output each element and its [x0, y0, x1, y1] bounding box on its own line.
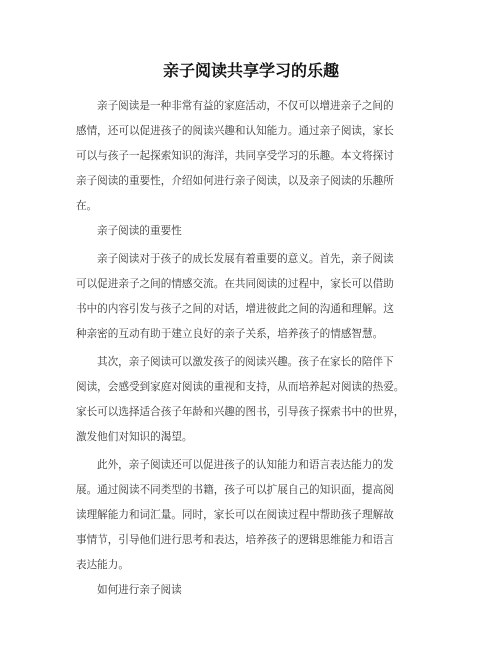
section-heading: 如何进行亲子阅读: [97, 584, 182, 596]
document-title: 亲子阅读共享学习的乐趣: [162, 61, 339, 80]
paragraph-line: 此外，亲子阅读还可以促进孩子的认知能力和语言表达能力的发: [97, 459, 394, 471]
paragraph-line: 读理解能力和词汇量。同时，家长可以在阅读过程中帮助孩子理解故: [76, 509, 394, 521]
section-heading: 亲子阅读的重要性: [97, 225, 182, 237]
paragraph-line: 可以促进亲子之间的情感交流。在共同阅读的过程中，家长可以借助: [76, 278, 394, 290]
paragraph-line: 种亲密的互动有助于建立良好的亲子关系，培养孩子的情感智慧。: [76, 328, 384, 340]
paragraph-line: 阅读，会感受到家庭对阅读的重视和支持，从而培养起对阅读的热爱。: [76, 381, 405, 393]
paragraph-line: 其次，亲子阅读可以激发孩子的阅读兴趣。孩子在家长的陪伴下: [97, 356, 394, 368]
paragraph-line: 家长可以选择适合孩子年龄和兴趣的图书，引导孩子探索书中的世界，: [76, 406, 405, 418]
paragraph-line: 书中的内容引发与孩子之间的对话，增进彼此之间的沟通和理解。这: [76, 303, 394, 315]
paragraph-line: 在。: [76, 200, 98, 212]
paragraph-line: 表达能力。: [76, 559, 129, 571]
paragraph-line: 亲子阅读是一种非常有益的家庭活动，不仅可以增进亲子之间的: [97, 100, 394, 112]
paragraph-line: 展。通过阅读不同类型的书籍，孩子可以扩展自己的知识面，提高阅: [76, 484, 394, 496]
paragraph-line: 激发他们对知识的渴望。: [76, 431, 193, 443]
paragraph-line: 亲子阅读对于孩子的成长发展有着重要的意义。首先，亲子阅读: [97, 253, 394, 265]
paragraph-line: 亲子阅读的重要性，介绍如何进行亲子阅读，以及亲子阅读的乐趣所: [76, 175, 394, 187]
paragraph-line: 可以与孩子一起探索知识的海洋，共同享受学习的乐趣。本文将探讨: [76, 150, 394, 162]
paragraph-line: 事情节，引导他们进行思考和表达，培养孩子的逻辑思维能力和语言: [76, 534, 394, 546]
paragraph-line: 感情，还可以促进孩子的阅读兴趣和认知能力。通过亲子阅读，家长: [76, 125, 394, 137]
